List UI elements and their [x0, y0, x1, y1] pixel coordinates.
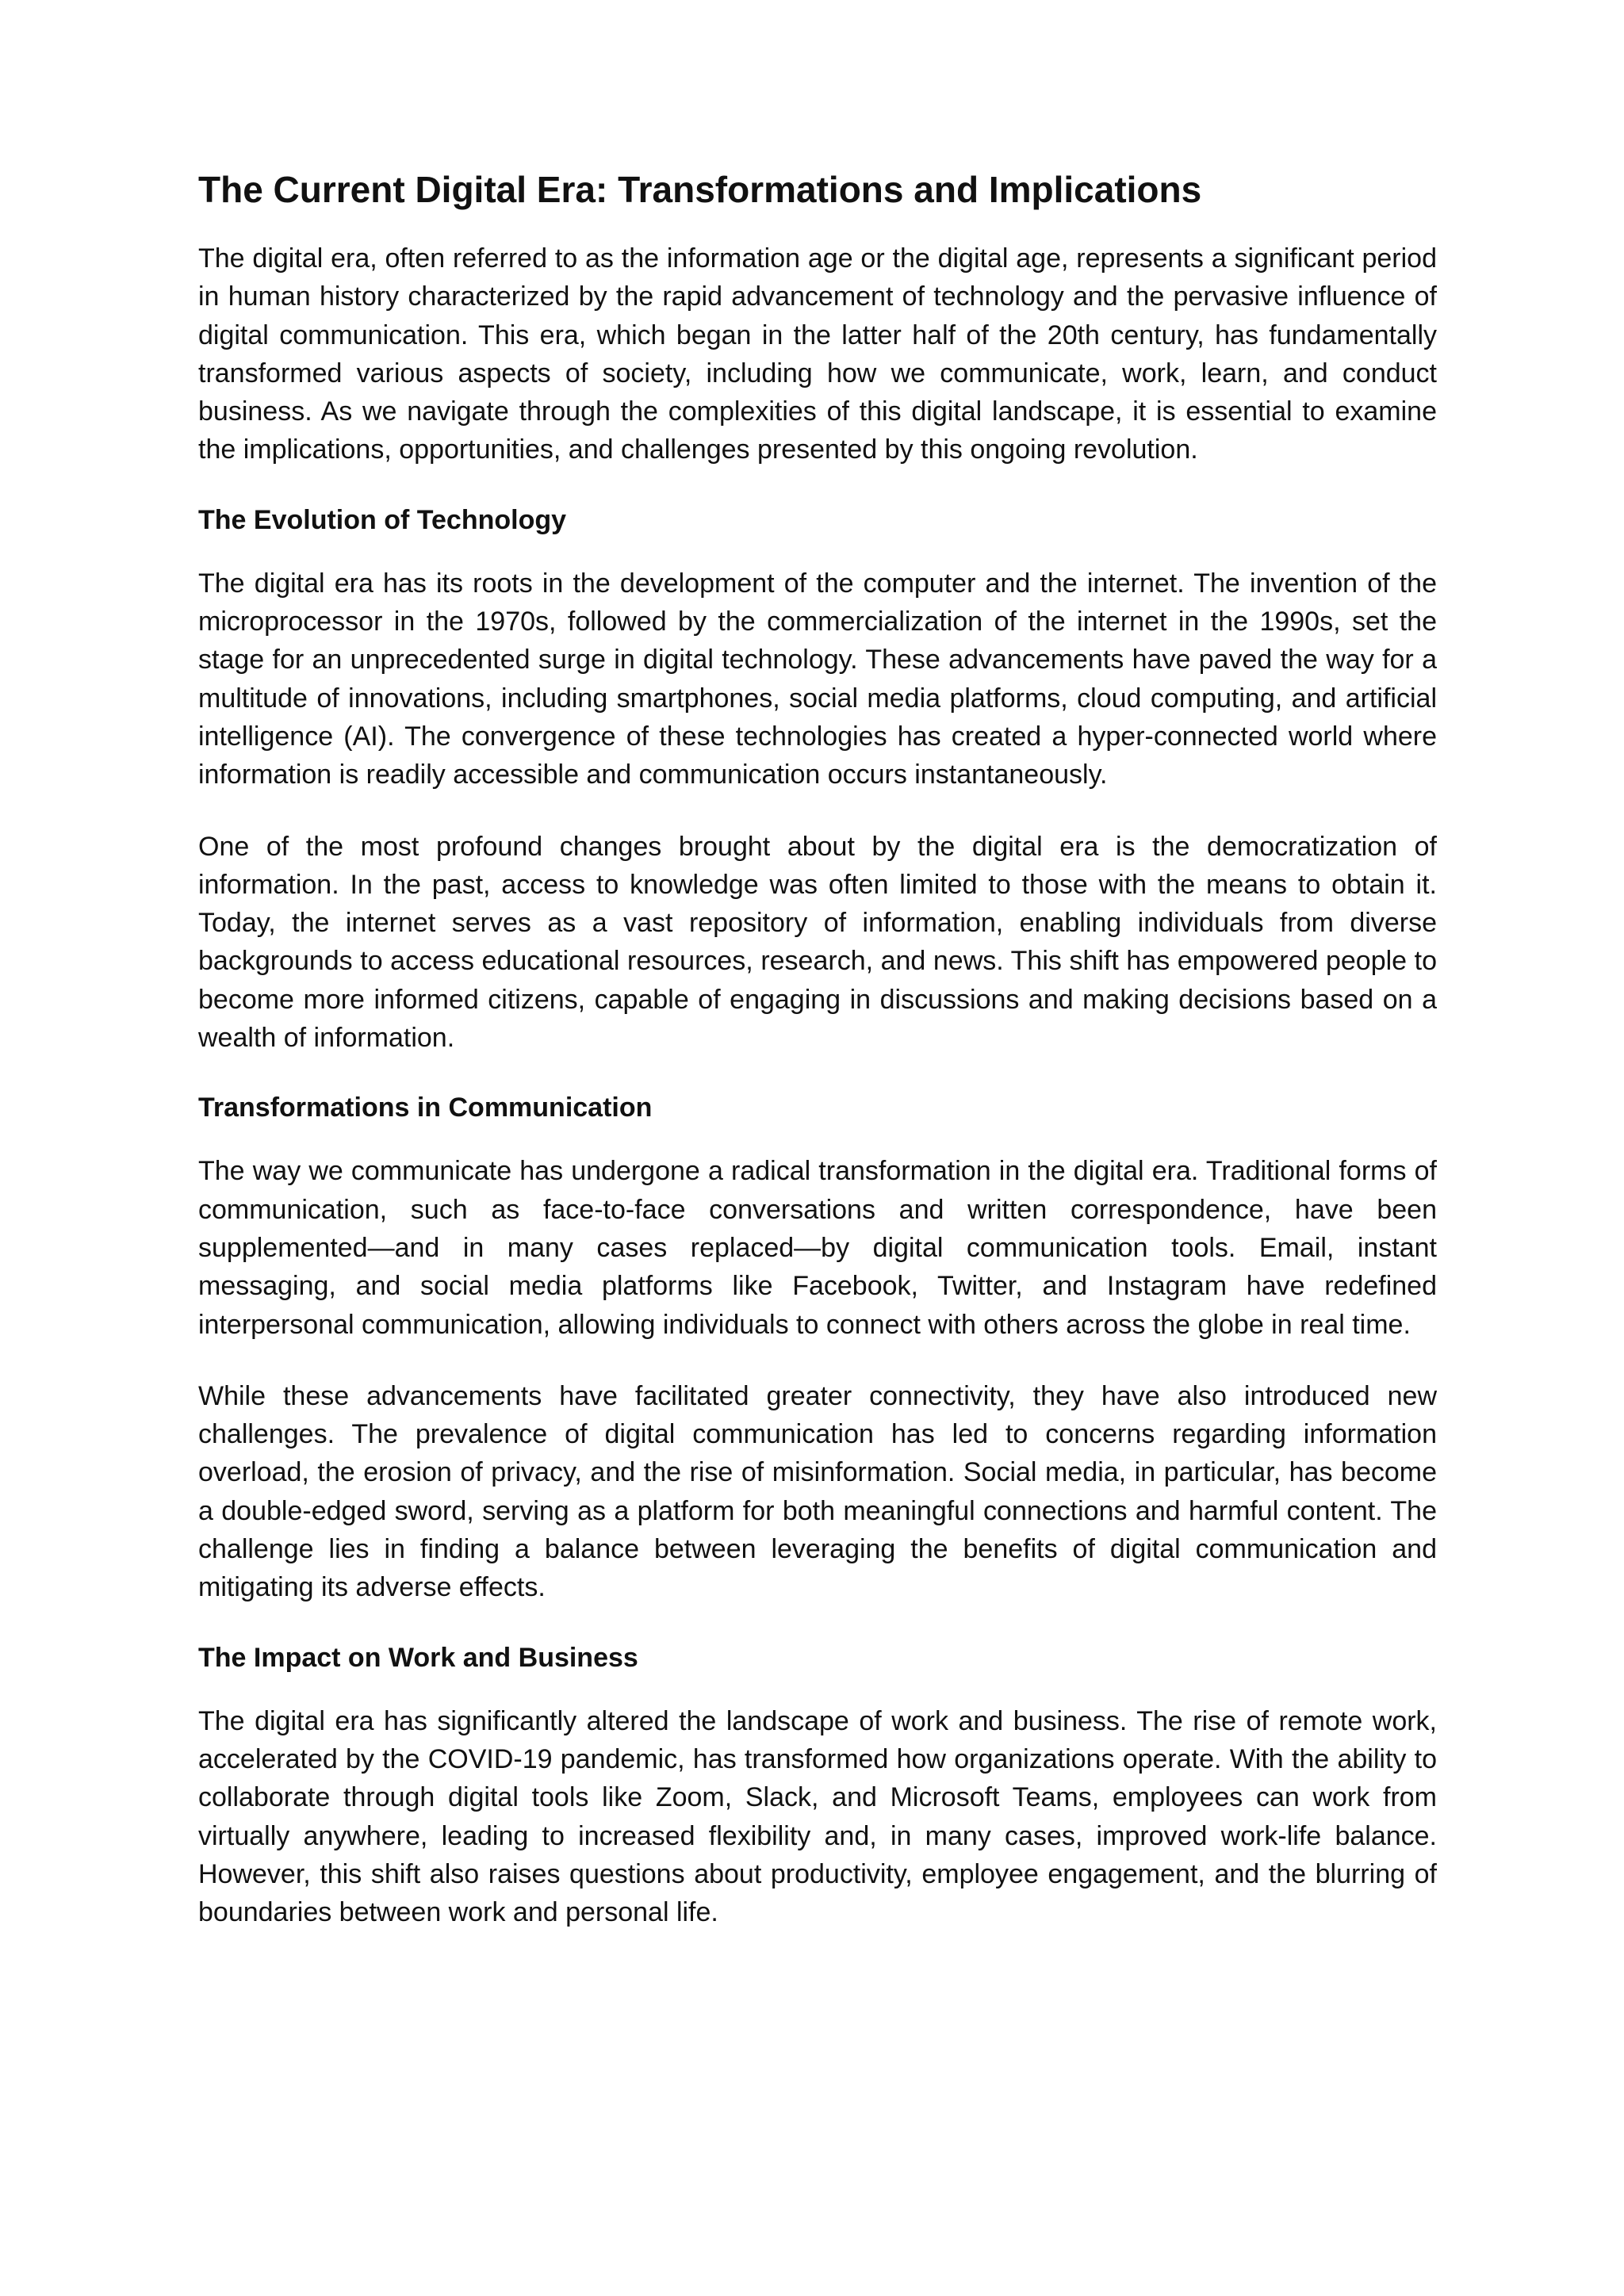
section-paragraph: The digital era has significantly altered the landscape of work and business. The rise of remote work, accelerated by the COVID-19 pandemic, has transformed how organizations operate. With the ability to collaborate through digital tools like Zoom, Slack, and Microsoft Teams, employees can work from virtually anywhere, leading to increased flexibility and, in many cases, improved work-life balance. However, this shift also raises questions about productivity, employee engagement, and the blurring of boundaries between work and personal life.	[198, 1705, 1437, 1928]
section-paragraph: The way we communicate has undergone a radical transformation in the digital era. Traditional forms of communication, such as face-to-face conversations and written correspondence, have been supplemented—and in many cases replaced—by digital communication tools. Email, instant messaging, and social media platforms like Facebook, Twitter, and Instagram have redefined interpersonal communication, allowing individuals to connect with others across the globe in real time.	[198, 1156, 1437, 1340]
section-heading-transformations-in-communication: Transformations in Communication	[198, 1093, 653, 1123]
section-heading-impact-on-work-and-business: The Impact on Work and Business	[198, 1642, 638, 1673]
intro-paragraph: The digital era, often referred to as the information age or the digital age, represents a significant period in human history characterized by the rapid advancement of technology and the pervasive influence of digital communication. This era, which began in the latter half of the 20th century, has fundamentally transformed various aspects of society, including how we communicate, work, learn, and conduct business. As we navigate through the complexities of this digital landscape, it is essential to examine the implications, opportunities, and challenges presented by this ongoing revolution.	[198, 243, 1437, 465]
section-paragraph: The digital era has its roots in the development of the computer and the internet. The invention of the microprocessor in the 1970s, followed by the commercialization of the internet in the 1990s, set the stage for an unprecedented surge in digital technology. These advancements have paved the way for a multitude of innovations, including smartphones, social media platforms, cloud computing, and artificial intelligence (AI). The convergence of these technologies has created a hyper-connected world where information is readily accessible and communication occurs instantaneously.	[198, 568, 1437, 790]
document-page	[198, 166, 1437, 1931]
document-title: The Current Digital Era: Transformations and Implications	[198, 169, 1202, 210]
section-paragraph: One of the most profound changes brought about by the digital era is the democratization of information. In the past, access to knowledge was often limited to those with the means to obtain it. Today, the internet serves as a vast repository of information, enabling individuals from diverse backgrounds to access educational resources, research, and news. This shift has empowered people to become more informed citizens, capable of engaging in discussions and making decisions based on a wealth of information.	[198, 831, 1437, 1054]
section-heading-evolution-of-technology: The Evolution of Technology	[198, 504, 567, 535]
section-paragraph: While these advancements have facilitated greater connectivity, they have also introduced new challenges. The prevalence of digital communication has led to concerns regarding information overload, the erosion of privacy, and the rise of misinformation. Social media, in particular, has become a double-edged sword, serving as a platform for both meaningful connections and harmful content. The challenge lies in finding a balance between leveraging the benefits of digital communication and mitigating its adverse effects.	[198, 1380, 1437, 1603]
